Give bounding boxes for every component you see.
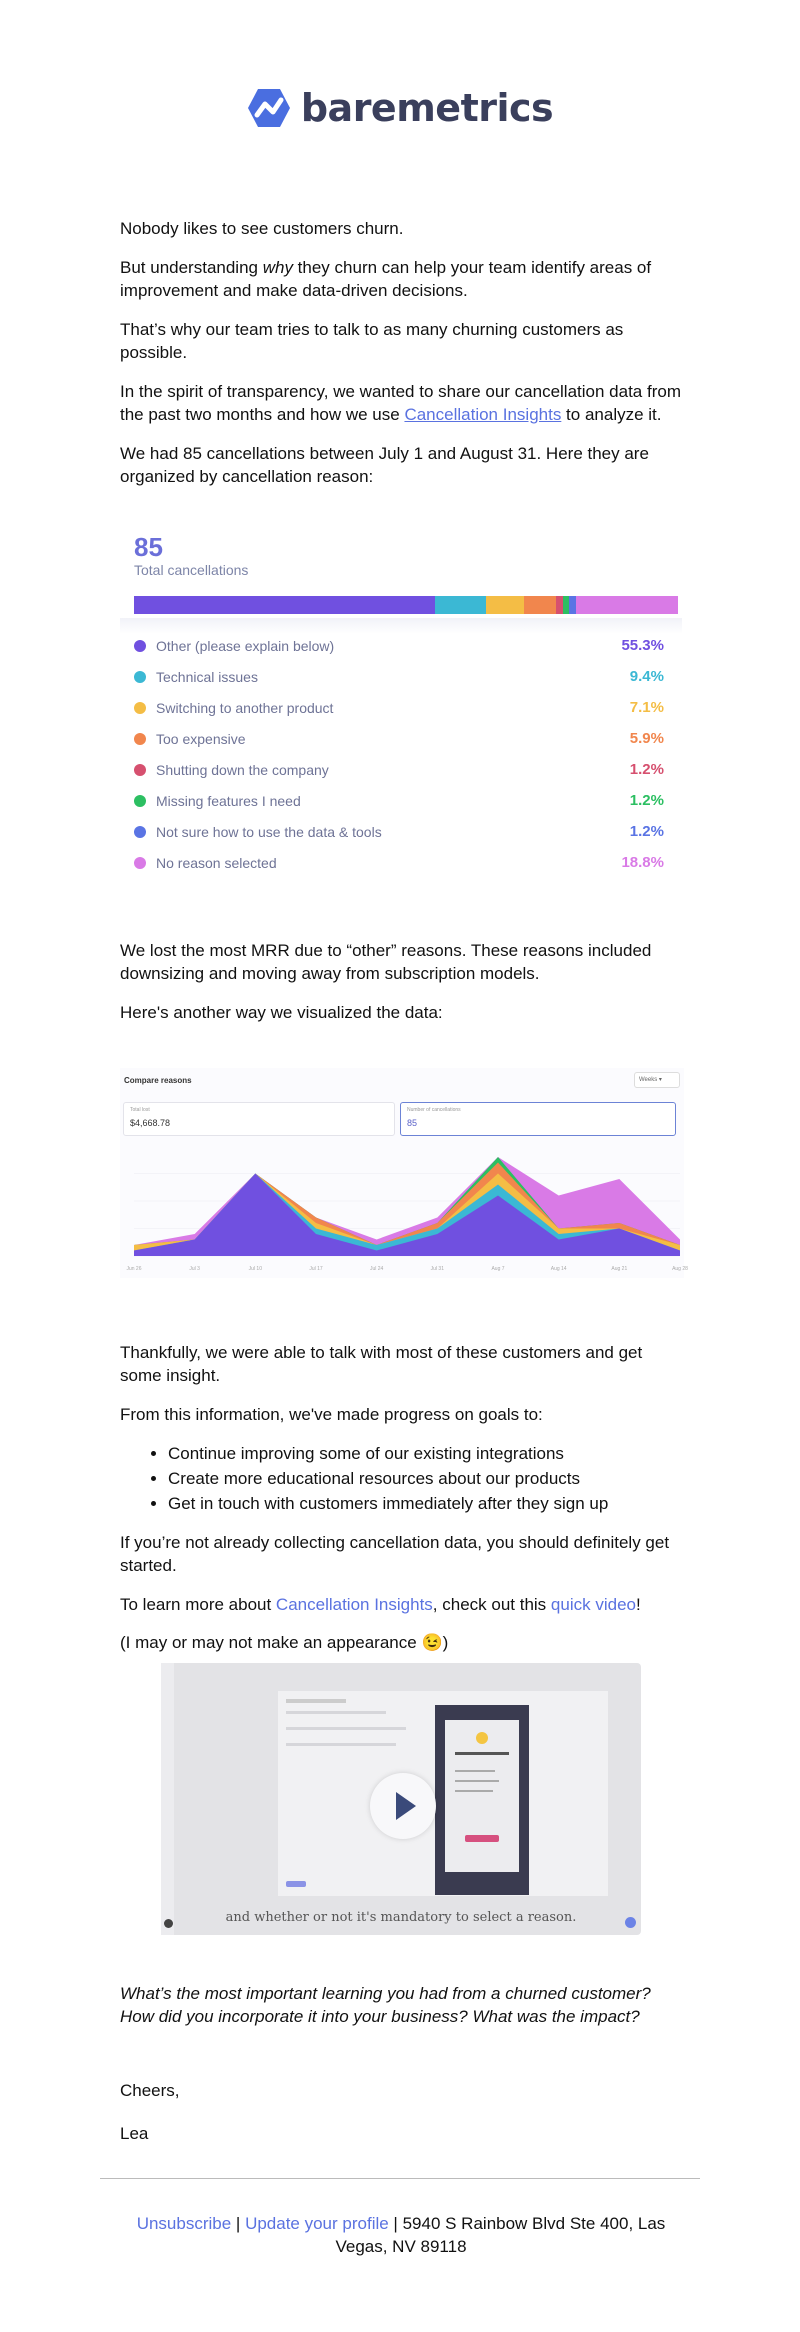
signature-name: Lea	[120, 2123, 149, 2143]
reason-label: Switching to another product	[156, 699, 334, 716]
legend-dot-icon	[134, 733, 146, 745]
reason-row	[134, 661, 664, 692]
reason-row	[134, 754, 664, 785]
brand-name: baremetrics	[300, 86, 554, 130]
footer: Unsubscribe | Update your profile | 5940 S Rainbow Blvd Ste 400, Las Vegas, NV 89118	[136, 2214, 666, 2256]
legend-dot-icon	[134, 826, 146, 838]
chat-bubble-icon	[625, 1917, 636, 1928]
total-cancellations-label: Total cancellations	[134, 562, 249, 578]
x-tick-label: Aug 7	[491, 1266, 505, 1272]
middle-paragraph: Here's another way we visualized the data:	[120, 1002, 443, 1022]
reason-percentage: 1.2%	[629, 761, 664, 778]
area-chart	[120, 1138, 688, 1278]
bar-segment	[524, 596, 556, 614]
legend-dot-icon	[134, 857, 146, 869]
reason-list	[134, 630, 664, 878]
goal-item: • Get in touch with customers immediately after they sign up	[168, 1493, 682, 1516]
company-address: 5940 S Rainbow Blvd Ste 400, Las Vegas, NV 89118	[335, 2214, 666, 2256]
reason-label: Too expensive	[156, 730, 246, 747]
x-tick-label: Jul 3	[189, 1266, 200, 1272]
phone-preview	[435, 1705, 529, 1895]
reason-percentage: 1.2%	[629, 823, 664, 840]
outro-paragraph: If you’re not already collecting cancellation data, you should definitely get started.	[120, 1532, 670, 1575]
closing-question	[120, 1983, 682, 2045]
intro-paragraph: That’s why our team tries to talk to as many churning customers as possible.	[120, 319, 624, 362]
middle-paragraph: We lost the most MRR due to “other” reasons. These reasons included downsizing and moving away from subscription models.	[120, 941, 652, 983]
legend-dot-icon	[134, 764, 146, 776]
play-icon	[396, 1792, 416, 1820]
reason-percentage: 55.3%	[621, 637, 664, 654]
brand-logo[interactable]	[0, 86, 800, 130]
video-thumbnail[interactable]	[161, 1663, 641, 1935]
app-sidebar	[161, 1663, 174, 1935]
period-select[interactable]: Weeks ▾	[634, 1072, 680, 1088]
compare-title: Compare reasons	[124, 1076, 192, 1085]
x-tick-label: Jun 26	[126, 1266, 142, 1272]
x-tick-label: Jul 10	[248, 1266, 263, 1272]
total-lost-card[interactable]: Total lost $4,668.78	[123, 1102, 395, 1136]
legend-dot-icon	[134, 671, 146, 683]
outro-section	[120, 1342, 682, 1671]
legend-dot-icon	[134, 795, 146, 807]
intro-paragraph: Nobody likes to see customers churn.	[120, 219, 404, 238]
video-caption: and whether or not it's mandatory to select a reason.	[225, 1910, 577, 1925]
intro-paragraph: But understanding why they churn can help your team identify areas of improvement and make data-driven decisions.	[120, 257, 652, 300]
legend-dot-icon	[134, 702, 146, 714]
reason-label: Technical issues	[156, 668, 258, 685]
cancellations-count-card[interactable]: Number of cancellations 85	[400, 1102, 676, 1136]
avatar	[164, 1919, 173, 1928]
update-profile-link[interactable]: Update your profile	[245, 2214, 389, 2233]
compare-reasons-chart	[120, 1068, 688, 1278]
reason-label: Shutting down the company	[156, 761, 329, 778]
wink-emoji-icon: 😉	[421, 1633, 443, 1653]
total-cancellations-value: 85	[134, 532, 163, 562]
intro-section	[120, 218, 682, 504]
cancellations-count-value: 85	[407, 1118, 418, 1128]
total-lost-value: $4,668.78	[130, 1118, 171, 1128]
reason-label: Missing features I need	[156, 792, 301, 809]
reason-percentage: 5.9%	[629, 730, 664, 747]
reason-label: No reason selected	[156, 854, 277, 871]
bar-segment	[134, 596, 435, 614]
middle-section	[120, 940, 682, 1041]
goal-item: • Create more educational resources about our products	[168, 1468, 682, 1491]
cheers-text: Cheers,	[120, 2081, 180, 2100]
reason-row	[134, 692, 664, 723]
question-text: What’s the most important learning you had from a churned customer? How did you incorporate it into your business? What was the impact?	[120, 1984, 651, 2026]
signoff	[120, 2080, 682, 2162]
footer-divider	[100, 2178, 700, 2179]
goal-item: • Continue improving some of our existing integrations	[168, 1443, 682, 1466]
unsubscribe-link[interactable]: Unsubscribe	[136, 2214, 232, 2233]
quick-video-link[interactable]: quick video	[550, 1594, 636, 1614]
outro-paragraph: To learn more about Cancellation Insights, check out this quick video!	[120, 1594, 641, 1614]
reason-percentage: 1.2%	[629, 792, 664, 809]
x-tick-label: Aug 28	[672, 1266, 688, 1272]
bar-segment	[435, 596, 486, 614]
reason-row	[134, 785, 664, 816]
reason-label: Other (please explain below)	[156, 637, 335, 654]
intro-paragraph: We had 85 cancellations between July 1 and August 31. Here they are organized by cancellation reason:	[120, 443, 649, 486]
cancellation-insights-link[interactable]: Cancellation Insights	[275, 1594, 433, 1614]
cancellation-insights-link[interactable]: Cancellation Insights	[404, 404, 562, 424]
reason-percentage: 9.4%	[629, 668, 664, 685]
outro-paragraph: From this information, we've made progress on goals to:	[120, 1404, 543, 1424]
reason-row	[134, 816, 664, 847]
reason-row	[134, 630, 664, 661]
x-tick-label: Jul 17	[309, 1266, 323, 1272]
goals-list	[120, 1443, 682, 1516]
bar-segment	[486, 596, 525, 614]
x-tick-label: Jul 31	[430, 1266, 445, 1272]
reason-percentage: 7.1%	[629, 699, 664, 716]
reason-percentage: 18.8%	[621, 854, 664, 871]
outro-paragraph: Thankfully, we were able to talk with most of these customers and get some insight.	[120, 1343, 643, 1385]
baremetrics-logo-icon	[247, 88, 291, 128]
outro-paragraph: (I may or may not make an appearance 😉)	[120, 1633, 449, 1653]
x-tick-label: Aug 14	[550, 1266, 567, 1272]
cancellation-stacked-bar	[134, 596, 678, 614]
reason-row	[134, 723, 664, 754]
reason-label: Not sure how to use the data & tools	[156, 823, 382, 840]
intro-paragraph: In the spirit of transparency, we wanted to share our cancellation data from the past two months and how we use Cancellation Insights to analyze it.	[120, 381, 681, 424]
cancellation-breakdown-card	[120, 500, 682, 890]
x-tick-label: Aug 21	[611, 1266, 628, 1272]
x-tick-label: Jul 24	[369, 1266, 384, 1272]
bar-segment	[576, 596, 678, 614]
play-button[interactable]	[370, 1773, 436, 1839]
reason-row	[134, 847, 664, 878]
legend-dot-icon	[134, 640, 146, 652]
